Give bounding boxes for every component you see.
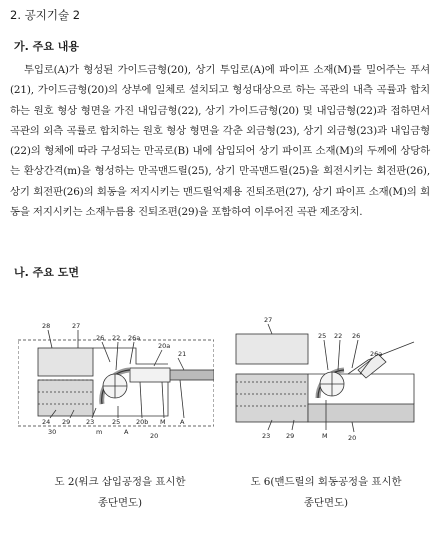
fig2-label-29: 29 (62, 418, 71, 426)
fig6-label-25: 25 (318, 332, 327, 340)
subsection-heading-drawings: 나. 주요 도면 (14, 266, 79, 279)
section-title: 2. 공지기술 2 (10, 8, 81, 22)
fig2-label-20a: 20a (158, 342, 171, 350)
fig2-label-24: 24 (42, 418, 51, 426)
fig2-label-M: M (160, 418, 166, 426)
figure-6-caption-line1: 도 6(맨드릴의 회동공정을 표시한 (250, 476, 402, 488)
figure-6-drawing (228, 312, 422, 444)
fig6-label-26: 26 (352, 332, 361, 340)
fig2-label-20: 20 (150, 432, 159, 440)
fig6-label-26a: 26a (370, 350, 383, 358)
figure-2-drawing (18, 318, 214, 444)
figure-6-caption-line2: 종단면도) (303, 497, 349, 509)
figure-6-caption (226, 472, 426, 514)
fig2-label-28: 28 (42, 322, 51, 330)
fig2-label-26a: 26a (128, 334, 141, 342)
fig2-label-20b: 20b (136, 418, 149, 426)
fig2-label-30: 30 (48, 428, 57, 436)
fig6-label-20: 20 (348, 434, 357, 442)
fig2-label-27: 27 (72, 322, 81, 330)
figure-2-svg (18, 318, 214, 444)
fig6-label-23: 23 (262, 432, 271, 440)
fig2-label-21: 21 (178, 350, 187, 358)
fig2-label-A2: A (124, 428, 129, 436)
description-paragraph: 투입로(A)가 형성된 가이드금형(20), 상기 투입로(A)에 파이프 소재(M)를 밀어주는 푸셔(21), 가이드금형(20)의 상부에 일체로 설치되고 형성대상으로 하는 곡관의 내측 곡률과 합치하는 원호 형상 형면을 가진 내입금형(22), 상기 가이드금형(20) 및 내입금형(22)과 접하면서 곡관의 외측 곡률로 합치하는 원호 형상 형면을 각춘 외금형(23), 상기 외금형(23)과 내입금형(22)의 형체에 따라 구성되는 만곡로(B) 내에 삽입되어 상기 파이프 소재(M)의 두께에 상당하는 환상간격(m)을 형성하는 만곡맨드릴(25), 상기 만곡맨드릴(25)을 회전시키는 회전판(26), 상기 회전판(26)의 회동을 저지시키는 맨드릴억제용 진퇴조편(27), 상기 파이프 소재(M)의 회동을 저지시키는 소재누름용 진퇴조편(29)을 포함하여 이루어진 곡관 제조장치. (10, 64, 430, 219)
fig6-label-29: 29 (286, 432, 295, 440)
fig6-label-M: M (322, 432, 328, 440)
fig2-label-23: 23 (86, 418, 95, 426)
fig6-label-27: 27 (264, 316, 273, 324)
figure-6-svg (228, 312, 422, 444)
fig2-label-A: A (180, 418, 185, 426)
subsection-heading-content: 가. 주요 내용 (14, 40, 79, 53)
figure-2-caption-line2: 종단면도) (97, 497, 143, 509)
fig6-label-22: 22 (334, 332, 343, 340)
fig2-label-26: 26 (96, 334, 105, 342)
fig2-label-25: 25 (112, 418, 121, 426)
fig2-label-m: m (96, 428, 103, 436)
figure-2-caption-line1: 도 2(워크 삽입공정을 표시한 (54, 476, 186, 488)
fig2-label-22: 22 (112, 334, 121, 342)
figure-2-caption (20, 472, 220, 514)
